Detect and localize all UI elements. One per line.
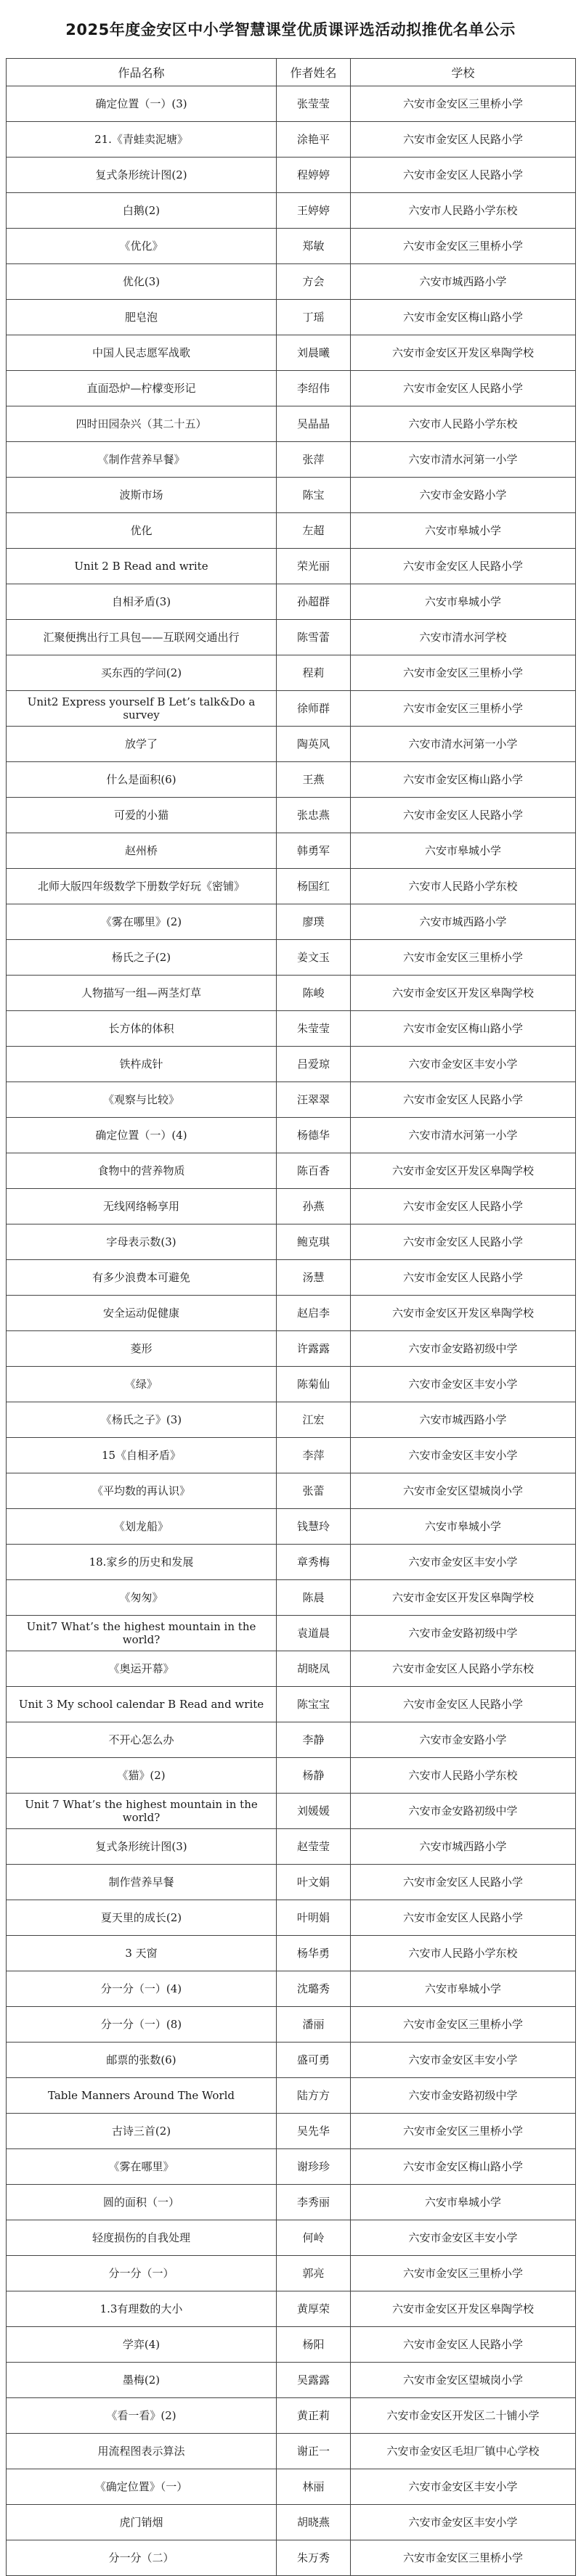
work-title-cell: 《观察与比较》	[7, 1082, 277, 1118]
work-title-cell: 墨梅(2)	[7, 2363, 277, 2398]
author-cell: 江宏	[277, 1402, 351, 1438]
school-cell: 六安市人民路小学东校	[351, 406, 576, 442]
school-cell: 六安市金安路初级中学	[351, 1331, 576, 1367]
author-cell: 赵莹莹	[277, 1829, 351, 1865]
school-cell: 六安市金安区毛坦厂镇中心学校	[351, 2434, 576, 2469]
school-cell: 六安市皋城小学	[351, 2185, 576, 2220]
work-title-cell: 四时田园杂兴（其二十五）	[7, 406, 277, 442]
table-row	[7, 1580, 576, 1616]
author-cell: 胡晓燕	[277, 2505, 351, 2540]
school-cell: 六安市金安区三里桥小学	[351, 2007, 576, 2043]
work-title-cell: 《制作营养早餐》	[7, 442, 277, 478]
work-title-cell: 复式条形统计图(3)	[7, 1829, 277, 1865]
table-header-row	[7, 59, 576, 86]
work-title-cell: 人物描写一组—两茎灯草	[7, 976, 277, 1011]
school-cell: 六安市人民路小学东校	[351, 869, 576, 904]
work-title-cell: 夏天里的成长(2)	[7, 1900, 277, 1936]
school-cell: 六安市金安区开发区皋陶学校	[351, 1580, 576, 1616]
work-title-cell: 字母表示数(3)	[7, 1224, 277, 1260]
school-cell: 六安市金安区三里桥小学	[351, 655, 576, 691]
author-cell: 陈晨	[277, 1580, 351, 1616]
school-cell: 六安市人民路小学东校	[351, 193, 576, 229]
school-cell: 六安市金安区人民路小学	[351, 1900, 576, 1936]
work-title-cell: 《杨氏之子》(3)	[7, 1402, 277, 1438]
work-title-cell: Unit 2 B Read and write	[7, 549, 277, 584]
author-cell: 刘媛媛	[277, 1794, 351, 1829]
table-row	[7, 2505, 576, 2540]
author-cell: 黄正莉	[277, 2398, 351, 2434]
work-title-cell: 肥皂泡	[7, 300, 277, 335]
work-title-cell: 《猫》(2)	[7, 1758, 277, 1794]
school-cell: 六安市金安区丰安小学	[351, 1545, 576, 1580]
table-row	[7, 2185, 576, 2220]
school-cell: 六安市金安路小学	[351, 1722, 576, 1758]
work-title-cell: 确定位置（一）(3)	[7, 86, 277, 122]
author-cell: 朱万秀	[277, 2540, 351, 2576]
work-title-cell: 学弈(4)	[7, 2327, 277, 2363]
author-cell: 陈峻	[277, 976, 351, 1011]
author-cell: 吴晶晶	[277, 406, 351, 442]
author-cell: 王婷婷	[277, 193, 351, 229]
table-row	[7, 2007, 576, 2043]
table-row	[7, 442, 576, 478]
work-title-cell: 中国人民志愿军战歌	[7, 335, 277, 371]
author-cell: 郭亮	[277, 2256, 351, 2291]
work-title-cell: 虎门销烟	[7, 2505, 277, 2540]
table-row	[7, 158, 576, 193]
school-cell: 六安市金安区三里桥小学	[351, 2114, 576, 2149]
work-title-cell: 15《自相矛盾》	[7, 1438, 277, 1473]
table-row	[7, 1367, 576, 1402]
author-cell: 丁瑶	[277, 300, 351, 335]
school-cell: 六安市金安区望城岗小学	[351, 2363, 576, 2398]
author-cell: 赵启李	[277, 1296, 351, 1331]
school-cell: 六安市金安路初级中学	[351, 1616, 576, 1651]
work-title-cell: 《匆匆》	[7, 1580, 277, 1616]
author-cell: 杨德华	[277, 1118, 351, 1153]
table-row	[7, 2220, 576, 2256]
table-row	[7, 1047, 576, 1082]
school-cell: 六安市金安路初级中学	[351, 1794, 576, 1829]
school-cell: 六安市金安区人民路小学	[351, 798, 576, 833]
table-row	[7, 1829, 576, 1865]
header-school: 学校	[351, 59, 576, 86]
school-cell: 六安市金安区三里桥小学	[351, 940, 576, 976]
work-title-cell: 长方体的体积	[7, 1011, 277, 1047]
work-title-cell: 北师大版四年级数学下册数学好玩《密铺》	[7, 869, 277, 904]
work-title-cell: 优化	[7, 513, 277, 549]
table-row	[7, 869, 576, 904]
author-cell: 陈百香	[277, 1153, 351, 1189]
author-cell: 陈宝	[277, 478, 351, 513]
table-row	[7, 976, 576, 1011]
author-cell: 章秀梅	[277, 1545, 351, 1580]
table-row	[7, 691, 576, 727]
table-row	[7, 2256, 576, 2291]
school-cell: 六安市城西路小学	[351, 1402, 576, 1438]
school-cell: 六安市金安区开发区皋陶学校	[351, 2291, 576, 2327]
table-row	[7, 584, 576, 620]
author-cell: 涂艳平	[277, 122, 351, 158]
work-title-cell: 古诗三首(2)	[7, 2114, 277, 2149]
table-row	[7, 513, 576, 549]
work-title-cell: 食物中的营养物质	[7, 1153, 277, 1189]
author-cell: 陈菊仙	[277, 1367, 351, 1402]
school-cell: 六安市清水河第一小学	[351, 727, 576, 762]
school-cell: 六安市金安区人民路小学	[351, 158, 576, 193]
table-row	[7, 1651, 576, 1687]
work-title-cell: 白鹅(2)	[7, 193, 277, 229]
author-cell: 廖璞	[277, 904, 351, 940]
school-cell: 六安市金安区三里桥小学	[351, 2256, 576, 2291]
work-title-cell: 《奥运开幕》	[7, 1651, 277, 1687]
school-cell: 六安市金安区梅山路小学	[351, 300, 576, 335]
work-title-cell: 汇聚便携出行工具包——互联网交通出行	[7, 620, 277, 655]
table-row	[7, 1616, 576, 1651]
author-cell: 许露露	[277, 1331, 351, 1367]
author-cell: 陶英风	[277, 727, 351, 762]
work-title-cell: 1.3有理数的大小	[7, 2291, 277, 2327]
work-title-cell: 铁杵成针	[7, 1047, 277, 1082]
work-title-cell: Unit 3 My school calendar B Read and write	[7, 1687, 277, 1722]
work-title-cell: 杨氏之子(2)	[7, 940, 277, 976]
work-title-cell: 菱形	[7, 1331, 277, 1367]
author-cell: 叶文娟	[277, 1865, 351, 1900]
work-title-cell: 放学了	[7, 727, 277, 762]
school-cell: 六安市金安区丰安小学	[351, 2043, 576, 2078]
table-row	[7, 1296, 576, 1331]
work-title-cell: 分一分（一）(4)	[7, 1971, 277, 2007]
school-cell: 六安市城西路小学	[351, 904, 576, 940]
work-title-cell: 赵州桥	[7, 833, 277, 869]
author-cell: 潘丽	[277, 2007, 351, 2043]
table-row	[7, 371, 576, 406]
author-cell: 荣光丽	[277, 549, 351, 584]
school-cell: 六安市皋城小学	[351, 833, 576, 869]
school-cell: 六安市金安区三里桥小学	[351, 86, 576, 122]
school-cell: 六安市金安区开发区二十铺小学	[351, 2398, 576, 2434]
work-title-cell: 《绿》	[7, 1367, 277, 1402]
work-title-cell: 制作营养早餐	[7, 1865, 277, 1900]
work-title-cell: 轻度损伤的自我处理	[7, 2220, 277, 2256]
author-cell: 程莉	[277, 655, 351, 691]
header-work-title: 作品名称	[7, 59, 277, 86]
work-title-cell: 18.家乡的历史和发展	[7, 1545, 277, 1580]
table-row	[7, 1865, 576, 1900]
work-title-cell: 《雾在哪里》	[7, 2149, 277, 2185]
school-cell: 六安市清水河第一小学	[351, 1118, 576, 1153]
table-row	[7, 1758, 576, 1794]
school-cell: 六安市金安区梅山路小学	[351, 762, 576, 798]
school-cell: 六安市金安区梅山路小学	[351, 1011, 576, 1047]
author-cell: 吕爱琼	[277, 1047, 351, 1082]
table-row	[7, 620, 576, 655]
table-row	[7, 727, 576, 762]
school-cell: 六安市皋城小学	[351, 1509, 576, 1545]
work-title-cell: Table Manners Around The World	[7, 2078, 277, 2114]
table-row	[7, 1118, 576, 1153]
work-title-cell: 21.《青蛙卖泥塘》	[7, 122, 277, 158]
work-title-cell: 什么是面积(6)	[7, 762, 277, 798]
author-cell: 汪翠翠	[277, 1082, 351, 1118]
table-row	[7, 2540, 576, 2576]
author-cell: 吴先华	[277, 2114, 351, 2149]
table-row	[7, 1331, 576, 1367]
school-cell: 六安市金安区梅山路小学	[351, 2149, 576, 2185]
author-cell: 鲍克琪	[277, 1224, 351, 1260]
school-cell: 六安市金安区人民路小学	[351, 122, 576, 158]
work-title-cell: 波斯市场	[7, 478, 277, 513]
table-row	[7, 1509, 576, 1545]
school-cell: 六安市金安区人民路小学	[351, 549, 576, 584]
page-title: 2025年度金安区中小学智慧课堂优质课评选活动拟推优名单公示	[65, 21, 516, 38]
author-cell: 杨华勇	[277, 1936, 351, 1971]
table-row	[7, 2291, 576, 2327]
table-row	[7, 264, 576, 300]
school-cell: 六安市金安区丰安小学	[351, 1367, 576, 1402]
work-title-cell: 分一分（二）	[7, 2540, 277, 2576]
table-row	[7, 2078, 576, 2114]
nomination-table	[6, 58, 576, 2576]
author-cell: 杨静	[277, 1758, 351, 1794]
work-title-cell: 分一分（一）	[7, 2256, 277, 2291]
school-cell: 六安市金安区丰安小学	[351, 1438, 576, 1473]
table-row	[7, 1082, 576, 1118]
work-title-cell: 安全运动促健康	[7, 1296, 277, 1331]
work-title-cell: 无线网络畅享用	[7, 1189, 277, 1224]
table-row	[7, 335, 576, 371]
author-cell: 郑敏	[277, 229, 351, 264]
table-row	[7, 655, 576, 691]
school-cell: 六安市金安区人民路小学	[351, 371, 576, 406]
work-title-cell: 不开心怎么办	[7, 1722, 277, 1758]
table-row	[7, 406, 576, 442]
author-cell: 李萍	[277, 1438, 351, 1473]
author-cell: 张蕾	[277, 1473, 351, 1509]
author-cell: 张莹莹	[277, 86, 351, 122]
table-row	[7, 1189, 576, 1224]
work-title-cell: 圆的面积（一）	[7, 2185, 277, 2220]
author-cell: 汤慧	[277, 1260, 351, 1296]
school-cell: 六安市金安区人民路小学	[351, 1082, 576, 1118]
school-cell: 六安市城西路小学	[351, 264, 576, 300]
table-row	[7, 1900, 576, 1936]
school-cell: 六安市金安区开发区皋陶学校	[351, 1296, 576, 1331]
school-cell: 六安市金安区三里桥小学	[351, 229, 576, 264]
school-cell: 六安市金安区人民路小学	[351, 1224, 576, 1260]
work-title-cell: 《划龙船》	[7, 1509, 277, 1545]
school-cell: 六安市金安区丰安小学	[351, 2505, 576, 2540]
table-row	[7, 2114, 576, 2149]
work-title-cell: 直面恐炉—柠檬变形记	[7, 371, 277, 406]
school-cell: 六安市城西路小学	[351, 1829, 576, 1865]
table-row	[7, 122, 576, 158]
author-cell: 陈雪蕾	[277, 620, 351, 655]
work-title-cell: 用流程图表示算法	[7, 2434, 277, 2469]
author-cell: 盛可勇	[277, 2043, 351, 2078]
school-cell: 六安市金安区丰安小学	[351, 2469, 576, 2505]
school-cell: 六安市金安区人民路小学	[351, 1189, 576, 1224]
work-title-cell: 《优化》	[7, 229, 277, 264]
table-row	[7, 1545, 576, 1580]
school-cell: 六安市人民路小学东校	[351, 1758, 576, 1794]
school-cell: 六安市清水河第一小学	[351, 442, 576, 478]
author-cell: 李秀丽	[277, 2185, 351, 2220]
table-row	[7, 549, 576, 584]
work-title-cell: Unit2 Express yourself B Let’s talk&Do a survey	[7, 691, 277, 727]
work-title-cell: Unit7 What’s the highest mountain in the world?	[7, 1616, 277, 1651]
table-row	[7, 833, 576, 869]
table-row	[7, 193, 576, 229]
school-cell: 六安市金安区丰安小学	[351, 2220, 576, 2256]
work-title-cell: 买东西的学问(2)	[7, 655, 277, 691]
author-cell: 袁道晨	[277, 1616, 351, 1651]
work-title-cell: 优化(3)	[7, 264, 277, 300]
author-cell: 黄厚荣	[277, 2291, 351, 2327]
author-cell: 朱莹莹	[277, 1011, 351, 1047]
author-cell: 何岭	[277, 2220, 351, 2256]
work-title-cell: 《看一看》(2)	[7, 2398, 277, 2434]
author-cell: 张萍	[277, 442, 351, 478]
author-cell: 吴露露	[277, 2363, 351, 2398]
author-cell: 陆方方	[277, 2078, 351, 2114]
work-title-cell: 确定位置（一）(4)	[7, 1118, 277, 1153]
author-cell: 谢珍珍	[277, 2149, 351, 2185]
school-cell: 六安市金安路小学	[351, 478, 576, 513]
author-cell: 韩勇军	[277, 833, 351, 869]
school-cell: 六安市金安区人民路小学	[351, 1260, 576, 1296]
table-row	[7, 798, 576, 833]
school-cell: 六安市清水河学校	[351, 620, 576, 655]
work-title-cell: 分一分（一）(8)	[7, 2007, 277, 2043]
author-cell: 谢正一	[277, 2434, 351, 2469]
author-cell: 徐师群	[277, 691, 351, 727]
work-title-cell: 《雾在哪里》(2)	[7, 904, 277, 940]
table-row	[7, 2398, 576, 2434]
table-row	[7, 86, 576, 122]
work-title-cell: 《平均数的再认识》	[7, 1473, 277, 1509]
header-author: 作者姓名	[277, 59, 351, 86]
school-cell: 六安市金安路初级中学	[351, 2078, 576, 2114]
author-cell: 李静	[277, 1722, 351, 1758]
table-row	[7, 1153, 576, 1189]
author-cell: 王燕	[277, 762, 351, 798]
author-cell: 杨国红	[277, 869, 351, 904]
school-cell: 六安市金安区人民路小学	[351, 1865, 576, 1900]
school-cell: 六安市金安区三里桥小学	[351, 2540, 576, 2576]
school-cell: 六安市金安区望城岗小学	[351, 1473, 576, 1509]
author-cell: 左超	[277, 513, 351, 549]
table-row	[7, 1438, 576, 1473]
school-cell: 六安市皋城小学	[351, 1971, 576, 2007]
author-cell: 林丽	[277, 2469, 351, 2505]
work-title-cell: 邮票的张数(6)	[7, 2043, 277, 2078]
table-row	[7, 904, 576, 940]
table-row	[7, 1936, 576, 1971]
table-row	[7, 1473, 576, 1509]
table-row	[7, 2469, 576, 2505]
table-row	[7, 1011, 576, 1047]
table-row	[7, 1402, 576, 1438]
work-title-cell: Unit 7 What’s the highest mountain in the world?	[7, 1794, 277, 1829]
school-cell: 六安市金安区人民路小学	[351, 1687, 576, 1722]
school-cell: 六安市金安区开发区皋陶学校	[351, 976, 576, 1011]
author-cell: 姜文玉	[277, 940, 351, 976]
author-cell: 程婷婷	[277, 158, 351, 193]
table-row	[7, 1971, 576, 2007]
table-row	[7, 2327, 576, 2363]
work-title-cell: 可爱的小猫	[7, 798, 277, 833]
work-title-cell: 有多少浪费本可避免	[7, 1260, 277, 1296]
table-row	[7, 1794, 576, 1829]
school-cell: 六安市金安区三里桥小学	[351, 691, 576, 727]
author-cell: 张忠燕	[277, 798, 351, 833]
table-row	[7, 229, 576, 264]
school-cell: 六安市皋城小学	[351, 584, 576, 620]
table-row	[7, 2434, 576, 2469]
school-cell: 六安市金安区开发区皋陶学校	[351, 335, 576, 371]
table-row	[7, 2149, 576, 2185]
work-title-cell: 3 天窗	[7, 1936, 277, 1971]
work-title-cell: 自相矛盾(3)	[7, 584, 277, 620]
author-cell: 刘晨曦	[277, 335, 351, 371]
author-cell: 叶明娟	[277, 1900, 351, 1936]
school-cell: 六安市金安区开发区皋陶学校	[351, 1153, 576, 1189]
table-row	[7, 1224, 576, 1260]
school-cell: 六安市人民路小学东校	[351, 1936, 576, 1971]
author-cell: 陈宝宝	[277, 1687, 351, 1722]
table-row	[7, 1687, 576, 1722]
author-cell: 李绍伟	[277, 371, 351, 406]
author-cell: 方会	[277, 264, 351, 300]
school-cell: 六安市金安区人民路小学东校	[351, 1651, 576, 1687]
author-cell: 沈璐秀	[277, 1971, 351, 2007]
author-cell: 钱慧玲	[277, 1509, 351, 1545]
table-row	[7, 2043, 576, 2078]
author-cell: 孙燕	[277, 1189, 351, 1224]
table-row	[7, 940, 576, 976]
author-cell: 孙超群	[277, 584, 351, 620]
table-row	[7, 300, 576, 335]
work-title-cell: 复式条形统计图(2)	[7, 158, 277, 193]
school-cell: 六安市金安区人民路小学	[351, 2327, 576, 2363]
school-cell: 六安市金安区丰安小学	[351, 1047, 576, 1082]
table-row	[7, 1722, 576, 1758]
table-row	[7, 762, 576, 798]
work-title-cell: 《确定位置》（一）	[7, 2469, 277, 2505]
table-row	[7, 478, 576, 513]
author-cell: 杨阳	[277, 2327, 351, 2363]
table-row	[7, 2363, 576, 2398]
table-row	[7, 1260, 576, 1296]
author-cell: 胡晓凤	[277, 1651, 351, 1687]
school-cell: 六安市皋城小学	[351, 513, 576, 549]
